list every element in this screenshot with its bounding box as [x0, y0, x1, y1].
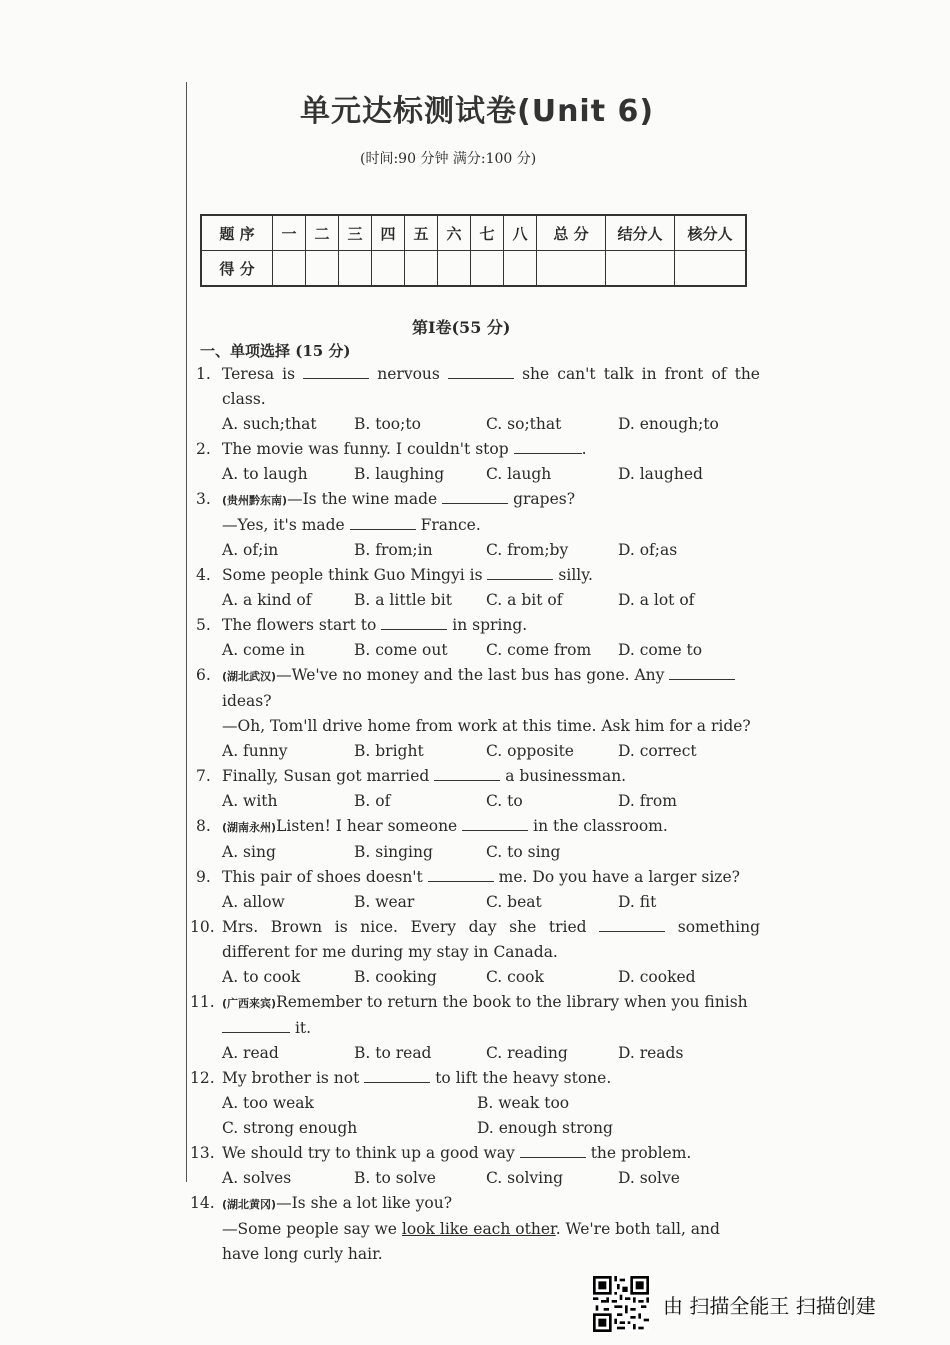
question-number: 8. [196, 817, 211, 835]
score-cell [306, 251, 339, 287]
option-d: D. a lot of [618, 591, 695, 609]
question-number: 5. [196, 616, 211, 634]
question-number: 9. [196, 868, 211, 886]
option-c: C. to sing [486, 843, 561, 861]
answer-blank [669, 665, 735, 680]
option-c: C. laugh [486, 465, 552, 483]
option-c: C. beat [486, 893, 542, 911]
score-col: 二 [306, 215, 339, 251]
option-c: C. cook [486, 968, 544, 986]
answer-blank [364, 1068, 430, 1083]
option-c: C. a bit of [486, 591, 563, 609]
options-row [222, 1041, 760, 1066]
question-number: 3. [196, 490, 211, 508]
question-source: (湖南永州) [222, 821, 277, 834]
question-13 [190, 1141, 760, 1191]
question-10 [190, 915, 760, 990]
question-source: (贵州黔东南) [222, 494, 288, 507]
question-11 [190, 990, 760, 1066]
question-stem-cont: ideas? [222, 692, 272, 710]
answer-blank [514, 439, 582, 454]
qr-code-icon [593, 1276, 649, 1332]
option-a: A. read [222, 1044, 279, 1062]
question-number: 12. [190, 1069, 215, 1087]
score-cell [273, 251, 306, 287]
question-list [190, 362, 760, 1267]
page-title: 单元达标测试卷(Unit 6) [300, 94, 655, 129]
options-row [222, 739, 760, 764]
score-col: 七 [471, 215, 504, 251]
score-cell [372, 251, 405, 287]
answer-blank [487, 565, 553, 580]
score-cell [471, 251, 504, 287]
option-b: B. come out [354, 641, 448, 659]
question-reply-cont: have long curly hair. [222, 1245, 383, 1263]
score-col: 一 [273, 215, 306, 251]
answer-blank [222, 1018, 290, 1033]
options-row [222, 1166, 760, 1191]
option-a: A. solves [222, 1169, 292, 1187]
question-number: 13. [190, 1144, 215, 1162]
score-col: 六 [438, 215, 471, 251]
score-col: 八 [504, 215, 537, 251]
question-stem: Some people think Guo Mingyi is silly. [222, 566, 593, 584]
question-stem: (广西来宾)Remember to return the book to the library when you finish [222, 993, 748, 1011]
question-source: (广西来宾) [222, 997, 277, 1010]
score-col: 四 [372, 215, 405, 251]
score-col-total: 总 分 [537, 215, 606, 251]
question-number: 4. [196, 566, 211, 584]
option-d: D. reads [618, 1044, 684, 1062]
option-d: D. fit [618, 893, 657, 911]
score-col-label: 题 序 [201, 215, 273, 251]
options-row [222, 789, 760, 814]
option-a: A. funny [222, 742, 288, 760]
option-b: B. bright [354, 742, 424, 760]
watermark-text: 由 扫描全能王 扫描创建 [663, 1294, 876, 1318]
question-7 [190, 764, 760, 814]
question-stem: We should try to think up a good way the problem. [222, 1144, 692, 1162]
option-d: D. solve [618, 1169, 680, 1187]
option-c: C. opposite [486, 742, 574, 760]
score-cell [339, 251, 372, 287]
score-value-row [201, 251, 746, 287]
option-b: B. cooking [354, 968, 437, 986]
options-row [222, 965, 760, 990]
option-a: A. too weak [222, 1094, 314, 1112]
options-row [222, 412, 760, 437]
underlined-phrase: look like each other [401, 1220, 556, 1238]
answer-blank [448, 364, 514, 379]
option-d: D. cooked [618, 968, 696, 986]
option-b: B. wear [354, 893, 415, 911]
question-stem: (湖南永州)Listen! I hear someone in the classroom. [222, 817, 668, 835]
option-a: A. allow [222, 893, 285, 911]
question-number: 6. [196, 666, 211, 684]
question-reply: —Oh, Tom'll drive home from work at this time. Ask him for a ride? [222, 717, 751, 735]
scanner-watermark [593, 1276, 933, 1332]
answer-blank [442, 489, 508, 504]
options-row [222, 462, 760, 487]
option-c: C. come from [486, 641, 592, 659]
option-b: B. a little bit [354, 591, 452, 609]
option-c: C. from;by [486, 541, 569, 559]
score-cell [405, 251, 438, 287]
answer-blank [599, 917, 665, 932]
question-stem: Finally, Susan got married a businessman. [222, 767, 627, 785]
question-6 [190, 663, 760, 764]
question-number: 14. [190, 1194, 215, 1212]
answer-blank [381, 615, 447, 630]
options-row [222, 538, 760, 563]
option-a: A. to laugh [222, 465, 308, 483]
answer-blank [303, 364, 369, 379]
score-col-checker: 核分人 [675, 215, 747, 251]
question-2 [190, 437, 760, 487]
question-stem: Mrs. Brown is nice. Every day she tried something [222, 918, 760, 936]
option-a: A. such;that [222, 415, 317, 433]
options-row [222, 588, 760, 613]
option-a: A. of;in [222, 541, 279, 559]
question-number: 2. [196, 440, 211, 458]
question-stem: (贵州黔东南)—Is the wine made grapes? [222, 490, 576, 508]
binding-margin-line [186, 82, 187, 1182]
option-c: C. solving [486, 1169, 564, 1187]
section-title: 一、单项选择 (15 分) [200, 342, 351, 360]
score-cell [438, 251, 471, 287]
options-row [222, 890, 760, 915]
part-title: 第Ⅰ卷(55 分) [412, 318, 511, 337]
question-stem-cont: different for me during my stay in Canada. [222, 943, 558, 961]
answer-blank [462, 816, 528, 831]
score-row-label: 得 分 [201, 251, 273, 287]
option-d: D. come to [618, 641, 703, 659]
question-14 [190, 1191, 760, 1267]
option-b: B. laughing [354, 465, 445, 483]
option-b: B. of [354, 792, 391, 810]
option-c: C. so;that [486, 415, 562, 433]
question-stem-cont: —Yes, it's made France. [222, 516, 481, 534]
question-8 [190, 814, 760, 865]
score-cell [606, 251, 675, 287]
question-stem: My brother is not to lift the heavy stone. [222, 1069, 612, 1087]
question-number: 10. [190, 918, 215, 936]
options-row [222, 1116, 760, 1141]
options-row [222, 638, 760, 663]
option-b: B. to solve [354, 1169, 436, 1187]
options-row [222, 840, 760, 865]
question-reply: —Some people say we look like each other. We're both tall, and [222, 1220, 720, 1238]
score-table [200, 214, 747, 287]
option-a: A. sing [222, 843, 276, 861]
question-stem: The flowers start to in spring. [222, 616, 528, 634]
question-number: 11. [190, 993, 215, 1011]
option-b: B. too;to [354, 415, 421, 433]
option-a: A. a kind of [222, 591, 312, 609]
question-5 [190, 613, 760, 663]
score-col: 五 [405, 215, 438, 251]
option-a: A. with [222, 792, 278, 810]
answer-blank [434, 766, 500, 781]
option-b: B. to read [354, 1044, 432, 1062]
question-number: 7. [196, 767, 211, 785]
answer-blank [428, 867, 494, 882]
score-cell [537, 251, 606, 287]
option-d: D. laughed [618, 465, 703, 483]
score-col-scorer: 结分人 [606, 215, 675, 251]
question-1 [190, 362, 760, 437]
question-9 [190, 865, 760, 915]
question-stem-cont: it. [222, 1016, 760, 1041]
score-cell [504, 251, 537, 287]
option-d: D. enough strong [477, 1119, 613, 1137]
score-header-row [201, 215, 746, 251]
option-d: D. from [618, 792, 677, 810]
question-12 [190, 1066, 760, 1141]
option-d: D. enough;to [618, 415, 719, 433]
option-c: C. reading [486, 1044, 568, 1062]
option-a: A. come in [222, 641, 305, 659]
option-a: A. to cook [222, 968, 301, 986]
option-b: B. weak too [477, 1094, 570, 1112]
score-cell [675, 251, 747, 287]
option-d: D. of;as [618, 541, 678, 559]
question-source: (湖北黄冈) [222, 1198, 277, 1211]
question-stem-cont: class. [222, 390, 266, 408]
option-c: C. to [486, 792, 523, 810]
options-row [222, 1091, 760, 1116]
question-stem: Teresa is nervous she can't talk in front of the [222, 365, 760, 383]
answer-blank [520, 1143, 586, 1158]
question-stem: (湖北黄冈)—Is she a lot like you? [222, 1194, 453, 1212]
question-number: 1. [196, 365, 211, 383]
question-4 [190, 563, 760, 613]
score-col: 三 [339, 215, 372, 251]
option-b: B. singing [354, 843, 433, 861]
exam-time-info: (时间:90 分钟 满分:100 分) [360, 151, 537, 167]
option-b: B. from;in [354, 541, 433, 559]
question-stem: (湖北武汉)—We've no money and the last bus has gone. Any [222, 663, 760, 689]
option-d: D. correct [618, 742, 697, 760]
answer-blank [350, 515, 416, 530]
question-3 [190, 487, 760, 563]
question-source: (湖北武汉) [222, 670, 277, 683]
question-stem: The movie was funny. I couldn't stop . [222, 440, 587, 458]
option-c: C. strong enough [222, 1119, 358, 1137]
question-stem: This pair of shoes doesn't me. Do you have a larger size? [222, 868, 740, 886]
